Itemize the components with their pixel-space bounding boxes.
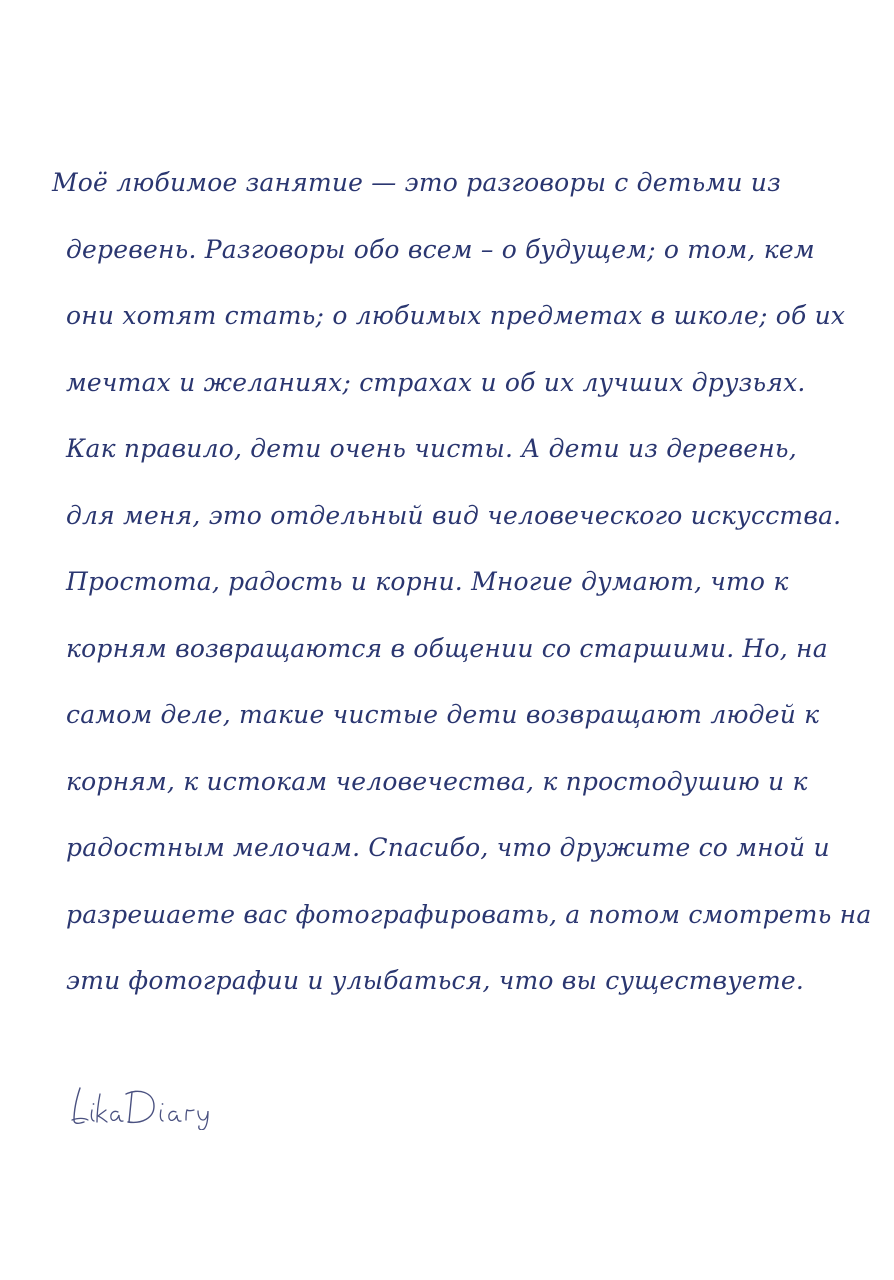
letter-line-10: корням, к истокам человечества, к простодушию и к	[66, 766, 808, 796]
letter-line-8: корням возвращаются в общении со старшими. Но, на	[66, 633, 828, 663]
letter-line-6: для меня, это отдельный вид человеческого искусства.	[66, 500, 842, 530]
letter-line-5: Как правило, дети очень чисты. А дети из деревень,	[66, 434, 797, 463]
handwritten-letter	[52, 150, 872, 1015]
letter-line-12: разрешаете вас фотографировать, а потом смотреть на	[66, 899, 872, 929]
letter-line-4: мечтах и желаниях; страхах и об их лучших друзьях.	[66, 367, 806, 397]
letter-line-9: самом деле, такие чистые дети возвращают людей к	[66, 700, 820, 729]
letter-line-11: радостным мелочам. Спасибо, что дружите со мной и	[66, 833, 830, 862]
letter-line-7: Простота, радость и корни. Многие думают, что к	[66, 567, 789, 596]
letter-line-3: они хотят стать; о любимых предметах в школе; об их	[66, 301, 846, 330]
letter-line-13: эти фотографии и улыбаться, что вы существуете.	[66, 966, 804, 995]
signature-mark	[66, 1080, 266, 1130]
letter-line-1: Моё любимое занятие — это разговоры с детьми из	[52, 168, 781, 197]
signature	[66, 1080, 266, 1130]
letter-line-2: деревень. Разговоры обо всем – о будущем; о том, кем	[66, 234, 815, 264]
